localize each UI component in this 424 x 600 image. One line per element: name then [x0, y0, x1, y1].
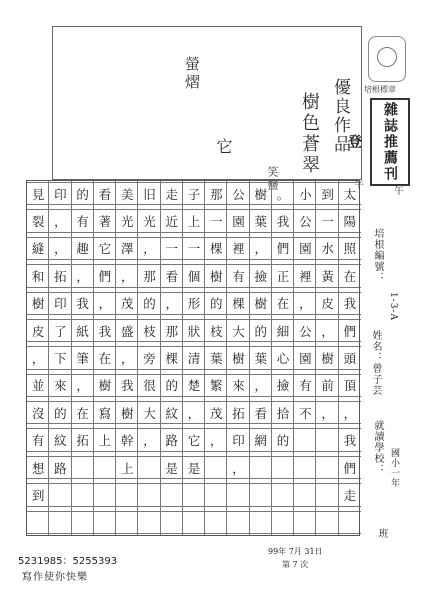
grid-cell: 的: [161, 374, 183, 397]
award-text: 優良作品: [330, 78, 350, 154]
class-number-label: 培根編號：: [372, 228, 383, 283]
grid-cell: 樹: [205, 264, 227, 287]
grid-cell: ，: [49, 209, 71, 232]
visitor-stat: 5231985：5255393: [18, 556, 118, 567]
grid-cell: ，: [116, 264, 138, 287]
essay-title: 樹色蒼翠: [299, 92, 320, 176]
grid-cell: ，: [205, 428, 227, 451]
grid-cell: 拓: [227, 401, 249, 424]
grid-cell: 個: [183, 264, 205, 287]
grid-cell: 小: [294, 182, 316, 205]
grid-cell: 它: [183, 428, 205, 451]
grid-cell: 楚: [183, 374, 205, 397]
grid-cell: 走: [161, 182, 183, 205]
grid-cell: 它: [94, 237, 116, 260]
grid-cell: 幹: [116, 428, 138, 451]
grid-cell: 黃: [316, 264, 338, 287]
grid-cell: 來: [49, 374, 71, 397]
grid-cell: 皮: [316, 292, 338, 315]
grid-cell: 們: [272, 237, 294, 260]
grid-cell: 看: [94, 182, 116, 205]
grid-cell: 寫: [94, 401, 116, 424]
grid-cell: 了: [49, 319, 71, 342]
grid-cell: 棵: [227, 292, 249, 315]
logo-icon: [368, 36, 406, 82]
grid-cell: 前: [316, 374, 338, 397]
grid-cell: 。: [272, 182, 294, 205]
grid-cell: 路: [49, 456, 71, 479]
grid-cell: 盛: [116, 319, 138, 342]
grid-cell: 樹: [94, 374, 116, 397]
tree-mark: 笑鹽: [266, 166, 279, 192]
grid-cell: 一: [183, 237, 205, 260]
grid-border: [26, 180, 360, 536]
grid-cell: 公: [294, 319, 316, 342]
grid-cell: 沒: [27, 401, 49, 424]
grid-cell: 形: [183, 292, 205, 315]
grid-cell: 裂: [27, 209, 49, 232]
grid-cell: 到: [27, 483, 49, 506]
grid-cell: 葉: [250, 209, 272, 232]
magazine-stamp: 雜誌推薦刊登: [370, 98, 410, 186]
grid-cell: ，: [49, 237, 71, 260]
grid-cell: 看: [161, 264, 183, 287]
grid-cell: 我: [116, 374, 138, 397]
grid-cell: ，: [316, 319, 338, 342]
class-label: 班: [376, 528, 387, 539]
grid-cell: 樹: [316, 346, 338, 369]
grid-cell: 的: [138, 292, 160, 315]
grid-cell: 很: [138, 374, 160, 397]
grid-cell: 美: [116, 182, 138, 205]
grid-cell: ，: [116, 346, 138, 369]
grid-cell: 我: [72, 292, 94, 315]
stamp-label: 培根標章: [364, 85, 396, 94]
school-label: 就讀學校：: [372, 420, 383, 475]
grid-cell: 紋: [161, 401, 183, 424]
grid-cell: 頭: [339, 346, 361, 369]
grid-cell: 我: [339, 428, 361, 451]
grid-cell: 頂: [339, 374, 361, 397]
grid-cell: 的: [72, 182, 94, 205]
grid-cell: 紙: [72, 319, 94, 342]
grid-cell: 繁: [205, 374, 227, 397]
grid-cell: 的: [49, 401, 71, 424]
grid-cell: 上: [116, 456, 138, 479]
grid-cell: 網: [250, 428, 272, 451]
grid-cell: 們: [94, 264, 116, 287]
grid-cell: 見: [27, 182, 49, 205]
grid-cell: 一: [316, 209, 338, 232]
grid-cell: 不: [294, 401, 316, 424]
grid-cell: 我: [94, 319, 116, 342]
it-note: 它: [214, 138, 233, 154]
grid-cell: 著: [94, 209, 116, 232]
grid-cell: ，: [72, 264, 94, 287]
grid-cell: 園: [227, 209, 249, 232]
grid-cell: 那: [161, 319, 183, 342]
grid-cell: 並: [27, 374, 49, 397]
grid-cell: 和: [27, 264, 49, 287]
grid-cell: 園: [294, 346, 316, 369]
grid-cell: 清: [183, 346, 205, 369]
grid-cell: 棵: [161, 346, 183, 369]
grid-cell: 園: [294, 237, 316, 260]
grid-cell: 裡: [227, 237, 249, 260]
firefly-note: 螢熠: [183, 56, 201, 92]
grid-cell: 旁: [138, 346, 160, 369]
grid-cell: 那: [205, 182, 227, 205]
grid-cell: 枝: [205, 319, 227, 342]
grid-cell: 大: [138, 401, 160, 424]
grid-cell: 縫: [27, 237, 49, 260]
student-name: 姓名：曾子芸: [370, 330, 381, 396]
grid-cell: 樹: [250, 292, 272, 315]
grid-cell: 有: [227, 264, 249, 287]
submission-number: 第 7 次: [282, 560, 309, 569]
grid-cell: 裡: [294, 264, 316, 287]
grid-cell: ，: [94, 292, 116, 315]
grid-cell: ，: [161, 292, 183, 315]
check-mark-b: 午: [394, 186, 404, 197]
grid-cell: 拾: [272, 401, 294, 424]
grid-cell: 在: [72, 401, 94, 424]
grid-cell: 的: [205, 292, 227, 315]
grid-cell: 們: [339, 456, 361, 479]
grid-cell: 光: [116, 209, 138, 232]
grid-cell: 筆: [72, 346, 94, 369]
grid-cell: 棵: [205, 237, 227, 260]
grid-cell: ，: [183, 401, 205, 424]
grid-cell: 趣: [72, 237, 94, 260]
grid-cell: 心: [272, 346, 294, 369]
grid-cell: 茂: [205, 401, 227, 424]
grid-cell: ，: [250, 237, 272, 260]
grid-cell: 大: [227, 319, 249, 342]
grid-cell: 印: [49, 182, 71, 205]
grid-cell: 樹: [27, 292, 49, 315]
grid-cell: 正: [272, 264, 294, 287]
grid-cell: 的: [272, 428, 294, 451]
grid-cell: 到: [316, 182, 338, 205]
grid-cell: 是: [183, 456, 205, 479]
grid-cell: 澤: [116, 237, 138, 260]
grid-cell: ，: [227, 456, 249, 479]
grid-cell: 拓: [72, 428, 94, 451]
grid-cell: ，: [72, 374, 94, 397]
grid-cell: 走: [339, 483, 361, 506]
grid-cell: 狀: [183, 319, 205, 342]
grid-cell: 印: [227, 428, 249, 451]
grid-cell: 那: [138, 264, 160, 287]
grid-cell: 茂: [116, 292, 138, 315]
grid-cell: 太: [339, 182, 361, 205]
grid-cell: 在: [339, 264, 361, 287]
grid-cell: 子: [183, 182, 205, 205]
grid-cell: 樹: [227, 346, 249, 369]
grid-cell: 有: [72, 209, 94, 232]
grid-cell: 想: [27, 456, 49, 479]
grid-cell: ，: [250, 374, 272, 397]
grid-cell: 拓: [49, 264, 71, 287]
grid-cell: 公: [294, 209, 316, 232]
school-grade: 國小一年: [389, 448, 399, 488]
grid-cell: 細: [272, 319, 294, 342]
grid-cell: 枝: [138, 319, 160, 342]
grid-cell: 來: [227, 374, 249, 397]
grid-cell: 陽: [339, 209, 361, 232]
grid-cell: 的: [250, 319, 272, 342]
grid-cell: 照: [339, 237, 361, 260]
grid-cell: 葉: [205, 346, 227, 369]
check-mark-a: 午: [354, 180, 364, 191]
grid-cell: ，: [316, 401, 338, 424]
grid-cell: 光: [138, 209, 160, 232]
grid-cell: ，: [138, 428, 160, 451]
grid-cell: 下: [49, 346, 71, 369]
grid-cell: 樹: [116, 401, 138, 424]
grid-cell: 近: [161, 209, 183, 232]
grid-cell: 水: [316, 237, 338, 260]
grid-cell: 我: [272, 209, 294, 232]
grid-cell: 有: [27, 428, 49, 451]
date-stamp: 99年 7月 31日: [268, 547, 323, 556]
grid-cell: 公: [227, 182, 249, 205]
grid-cell: 路: [161, 428, 183, 451]
grid-cell: ，: [138, 237, 160, 260]
grid-cell: ，: [339, 401, 361, 424]
grid-cell: 在: [94, 346, 116, 369]
level-code: 1-3-A: [388, 292, 398, 322]
grid-cell: 看: [250, 401, 272, 424]
grid-cell: 撿: [250, 264, 272, 287]
slogan: 寫作使你快樂: [22, 572, 88, 583]
grid-cell: 有: [294, 374, 316, 397]
grid-cell: 一: [161, 237, 183, 260]
grid-cell: 在: [272, 292, 294, 315]
grid-cell: 撿: [272, 374, 294, 397]
grid-cell: 上: [94, 428, 116, 451]
grid-cell: ，: [294, 292, 316, 315]
grid-cell: ，: [27, 346, 49, 369]
grid-cell: 一: [205, 209, 227, 232]
grid-cell: 皮: [27, 319, 49, 342]
grid-cell: 葉: [250, 346, 272, 369]
grid-cell: 紋: [49, 428, 71, 451]
grid-cell: 樹: [250, 182, 272, 205]
grid-cell: 旧: [138, 182, 160, 205]
grid-cell: 們: [339, 319, 361, 342]
grid-cell: 我: [339, 292, 361, 315]
grid-cell: 印: [49, 292, 71, 315]
grid-cell: 是: [161, 456, 183, 479]
grid-cell: 上: [183, 209, 205, 232]
